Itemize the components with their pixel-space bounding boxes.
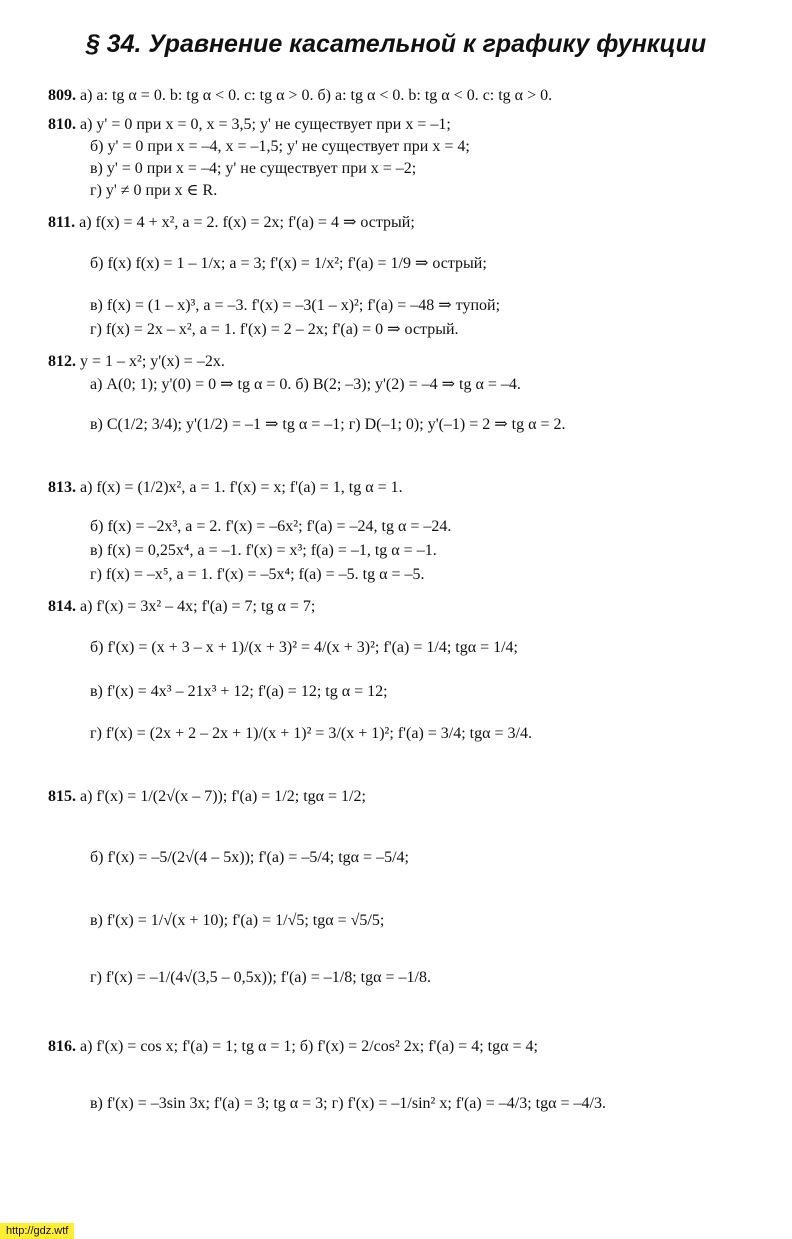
problem-813-line-1 bbox=[48, 478, 403, 498]
problem-809-line-1 bbox=[48, 86, 552, 106]
problem-814-line-2: б) f'(x) = (x + 3 – x + 1)/(x + 3)² = 4/(x + 3)²; f'(a) = 1/4; tgα = 1/4; bbox=[90, 639, 518, 656]
problem-text: а) f(x) = 4 + x², a = 2. f(x) = 2x; f'(a) = 4 ⇒ острый; bbox=[79, 214, 415, 231]
problem-815-line-2: б) f'(x) = –5/(2√(4 – 5x)); f'(a) = –5/4; tgα = –5/4; bbox=[90, 849, 409, 866]
problem-810-line-4: г) y' ≠ 0 при x ∈ R. bbox=[90, 182, 218, 199]
problem-814-line-1 bbox=[48, 597, 315, 617]
problem-813-line-3: в) f(x) = 0,25x⁴, a = –1. f'(x) = x³; f(a) = –1, tg α = –1. bbox=[90, 542, 437, 559]
problem-811-line-3: в) f(x) = (1 – x)³, a = –3. f'(x) = –3(1 – x)²; f'(a) = –48 ⇒ тупой; bbox=[90, 297, 501, 314]
problem-811-line-2: б) f(x) f(x) = 1 – 1/x; a = 3; f'(x) = 1/x²; f'(a) = 1/9 ⇒ острый; bbox=[90, 255, 487, 272]
problem-text: а) f'(x) = cos x; f'(a) = 1; tg α = 1; б) f'(x) = 2/cos² 2x; f'(a) = 4; tgα = 4; bbox=[80, 1038, 538, 1055]
problem-816-line-2: в) f'(x) = –3sin 3x; f'(a) = 3; tg α = 3; г) f'(x) = –1/sin² x; f'(a) = –4/3; tgα = –4/3. bbox=[90, 1095, 606, 1112]
problem-text: а) f(x) = (1/2)x², a = 1. f'(x) = x; f'(a) = 1, tg α = 1. bbox=[80, 479, 403, 496]
problem-number: 813. bbox=[48, 479, 76, 496]
problem-number: 816. bbox=[48, 1038, 76, 1055]
problem-number: 811. bbox=[48, 214, 76, 231]
problem-text: а) a: tg α = 0. b: tg α < 0. c: tg α > 0. б) a: tg α < 0. b: tg α < 0. c: tg α > 0. bbox=[80, 87, 553, 104]
problem-813-line-2: б) f(x) = –2x³, a = 2. f'(x) = –6x²; f'(a) = –24, tg α = –24. bbox=[90, 518, 452, 535]
problem-text: а) f'(x) = 1/(2√(x – 7)); f'(a) = 1/2; tgα = 1/2; bbox=[80, 788, 366, 805]
source-link[interactable]: http://gdz.wtf bbox=[0, 1223, 74, 1239]
problem-number: 815. bbox=[48, 788, 76, 805]
problem-812-line-1 bbox=[48, 352, 225, 372]
problem-814-line-4: г) f'(x) = (2x + 2 – 2x + 1)/(x + 1)² = 3/(x + 1)²; f'(a) = 3/4; tgα = 3/4. bbox=[90, 725, 532, 742]
problem-815-line-1 bbox=[48, 787, 366, 807]
problem-811-line-4: г) f(x) = 2x – x², a = 1. f'(x) = 2 – 2x; f'(a) = 0 ⇒ острый. bbox=[90, 321, 459, 338]
problem-812-line-2: а) A(0; 1); y'(0) = 0 ⇒ tg α = 0. б) B(2; –3); y'(2) = –4 ⇒ tg α = –4. bbox=[90, 376, 521, 393]
problem-810-line-1 bbox=[48, 115, 451, 135]
problem-number: 812. bbox=[48, 353, 76, 370]
problem-816-line-1 bbox=[48, 1037, 538, 1057]
problem-text: а) f'(x) = 3x² – 4x; f'(a) = 7; tg α = 7; bbox=[80, 598, 316, 615]
problem-text: а) y' = 0 при x = 0, x = 3,5; y' не существует при x = –1; bbox=[80, 116, 451, 133]
problem-815-line-3: в) f'(x) = 1/√(x + 10); f'(a) = 1/√5; tgα = √5/5; bbox=[90, 912, 385, 929]
problem-810-line-2: б) y' = 0 при x = –4, x = –1,5; y' не существует при x = 4; bbox=[90, 138, 470, 155]
problem-812-line-3: в) C(1/2; 3/4); y'(1/2) = –1 ⇒ tg α = –1; г) D(–1; 0); y'(–1) = 2 ⇒ tg α = 2. bbox=[90, 416, 566, 433]
problem-number: 809. bbox=[48, 87, 76, 104]
problem-815-line-4: г) f'(x) = –1/(4√(3,5 – 0,5x)); f'(a) = –1/8; tgα = –1/8. bbox=[90, 969, 431, 986]
problem-811-line-1 bbox=[48, 213, 415, 233]
problem-814-line-3: в) f'(x) = 4x³ – 21x³ + 12; f'(a) = 12; tg α = 12; bbox=[90, 683, 388, 700]
problem-813-line-4: г) f(x) = –x⁵, a = 1. f'(x) = –5x⁴; f(a) = –5. tg α = –5. bbox=[90, 566, 425, 583]
problem-number: 814. bbox=[48, 598, 76, 615]
page-title: § 34. Уравнение касательной к графику функции bbox=[85, 30, 707, 58]
problem-text: y = 1 – x²; y'(x) = –2x. bbox=[80, 353, 225, 370]
problem-810-line-3: в) y' = 0 при x = –4; y' не существует при x = –2; bbox=[90, 160, 417, 177]
problem-number: 810. bbox=[48, 116, 76, 133]
